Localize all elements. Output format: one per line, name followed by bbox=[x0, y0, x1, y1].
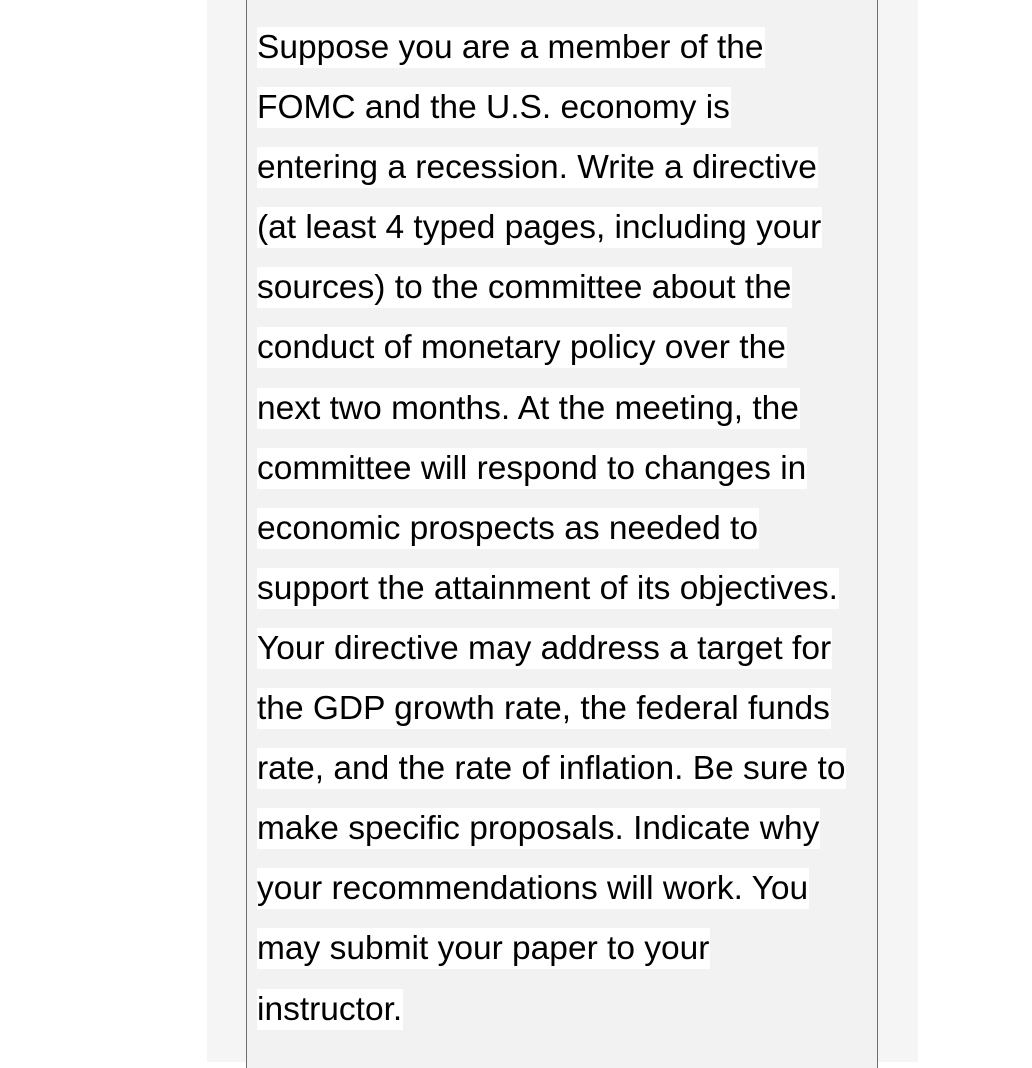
text-line bbox=[257, 147, 877, 207]
text-line-content: Your directive may address a target for bbox=[257, 629, 832, 667]
text-line-content: make specific proposals. Indicate why bbox=[257, 810, 820, 848]
text-line-content: instructor. bbox=[257, 990, 403, 1028]
text-line-content: next two months. At the meeting, the bbox=[257, 389, 799, 427]
text-line-content: support the attainment of its objectives. bbox=[257, 569, 838, 607]
text-line-content: sources) to the committee about the bbox=[257, 269, 792, 307]
text-line-content: rate, and the rate of inflation. Be sure to bbox=[257, 750, 846, 788]
text-line-content: your recommendations will work. You bbox=[257, 870, 809, 908]
text-line bbox=[257, 388, 877, 448]
text-line bbox=[257, 27, 877, 87]
text-line bbox=[257, 928, 877, 988]
text-line-content: committee will respond to changes in bbox=[257, 449, 807, 487]
text-line-content: conduct of monetary policy over the bbox=[257, 329, 786, 367]
text-line bbox=[257, 327, 877, 387]
text-line-content: (at least 4 typed pages, including your bbox=[257, 209, 822, 247]
text-line bbox=[257, 628, 877, 688]
text-line-content: economic prospects as needed to bbox=[257, 509, 758, 547]
text-line bbox=[257, 267, 877, 327]
text-line-content: the GDP growth rate, the federal funds bbox=[257, 690, 830, 728]
text-line bbox=[257, 989, 877, 1049]
text-line-content: FOMC and the U.S. economy is bbox=[257, 89, 730, 127]
text-line bbox=[257, 688, 877, 748]
text-line bbox=[257, 568, 877, 628]
question-text bbox=[257, 27, 877, 1049]
text-line-content: may submit your paper to your bbox=[257, 930, 710, 968]
text-line bbox=[257, 448, 877, 508]
text-line bbox=[257, 207, 877, 267]
text-line bbox=[257, 87, 877, 147]
text-line bbox=[257, 508, 877, 568]
text-line-content: Suppose you are a member of the bbox=[257, 29, 764, 66]
text-line bbox=[257, 808, 877, 868]
text-line-content: entering a recession. Write a directive bbox=[257, 149, 817, 187]
text-line bbox=[257, 868, 877, 928]
text-line bbox=[257, 748, 877, 808]
